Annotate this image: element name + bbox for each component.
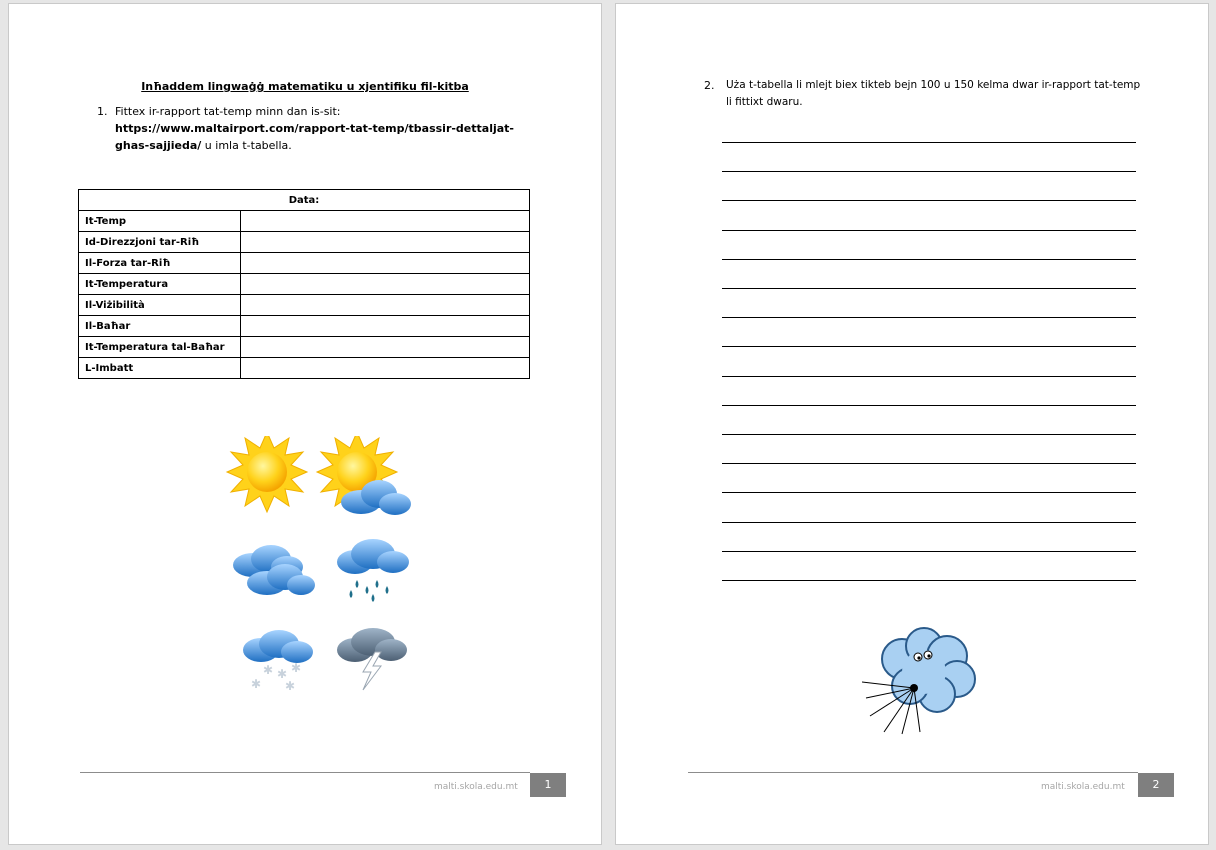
writing-line[interactable]: [722, 434, 1136, 435]
writing-line[interactable]: [722, 317, 1136, 318]
row-value-cell[interactable]: [241, 337, 530, 358]
writing-line[interactable]: [722, 580, 1136, 581]
question-2-line2: li fittixt dwaru.: [726, 96, 803, 108]
writing-line[interactable]: [722, 463, 1136, 464]
writing-line[interactable]: [722, 405, 1136, 406]
table-row: [79, 358, 530, 379]
row-label: It-Temperatura tal-Baħar: [79, 337, 241, 358]
cloudy-icon: [233, 545, 315, 595]
footer-site: malti.skola.edu.mt: [434, 782, 518, 792]
row-value-cell[interactable]: [241, 232, 530, 253]
writing-line[interactable]: [722, 200, 1136, 201]
writing-line[interactable]: [722, 346, 1136, 347]
storm-icon: [337, 628, 407, 690]
row-label: It-Temp: [79, 211, 241, 232]
writing-line[interactable]: [722, 551, 1136, 552]
question-1-url-part2[interactable]: ghas-sajjieda/: [115, 139, 202, 152]
row-value-cell[interactable]: [241, 274, 530, 295]
row-value-cell[interactable]: [241, 316, 530, 337]
table-row: [79, 232, 530, 253]
snow-icon: [243, 630, 313, 693]
rain-icon: [337, 539, 409, 602]
svg-text:✱: ✱: [285, 679, 296, 693]
writing-line[interactable]: [722, 142, 1136, 143]
svg-text:✱: ✱: [251, 677, 262, 691]
row-label: Il-Forza tar-Riħ: [79, 253, 241, 274]
page-number: 2: [1138, 773, 1174, 797]
row-value-cell[interactable]: [241, 253, 530, 274]
footer-site: malti.skola.edu.mt: [1041, 782, 1125, 792]
table-row: [79, 295, 530, 316]
page-number: 1: [530, 773, 566, 797]
sun-icon: [227, 436, 307, 512]
svg-text:✱: ✱: [291, 661, 302, 675]
writing-line[interactable]: [722, 492, 1136, 493]
footer-divider: [688, 772, 1138, 773]
svg-text:✱: ✱: [263, 663, 274, 677]
question-1-intro: Fittex ir-rapport tat-temp minn dan is-sit:: [115, 105, 341, 118]
row-value-cell[interactable]: [241, 211, 530, 232]
question-1-number: 1.: [97, 105, 108, 118]
table-row: [79, 316, 530, 337]
table-header: Data:: [79, 190, 530, 211]
writing-line[interactable]: [722, 376, 1136, 377]
table-row: [79, 211, 530, 232]
row-label: Il-Viżibilità: [79, 295, 241, 316]
table-row: [79, 337, 530, 358]
question-2-line1: Uża t-tabella li mlejt biex tikteb bejn 100 u 150 kelma dwar ir-rapport tat-temp: [726, 79, 1141, 91]
svg-text:✱: ✱: [277, 667, 288, 681]
question-1-text: [115, 103, 555, 154]
writing-line[interactable]: [722, 259, 1136, 260]
table-row: [79, 253, 530, 274]
sun-cloud-icon: [317, 436, 411, 515]
table-row: [79, 274, 530, 295]
document-page-1: [9, 4, 601, 844]
question-1-outro: u imla t-tabella.: [201, 139, 292, 152]
document-page-2: [616, 4, 1208, 844]
question-2-text: [726, 77, 1196, 111]
writing-line[interactable]: [722, 522, 1136, 523]
footer-divider: [80, 772, 530, 773]
row-value-cell[interactable]: [241, 358, 530, 379]
row-label: L-Imbatt: [79, 358, 241, 379]
row-label: Il-Baħar: [79, 316, 241, 337]
page-title: Inħaddem lingwaġġ matematiku u xjentifiku fil-kitba: [141, 80, 469, 93]
row-label: Id-Direzzjoni tar-Riħ: [79, 232, 241, 253]
writing-line[interactable]: [722, 288, 1136, 289]
row-label: It-Temperatura: [79, 274, 241, 295]
question-1-url-part1[interactable]: https://www.maltairport.com/rapport-tat-temp/tbassir-dettaljat-: [115, 122, 514, 135]
writing-line[interactable]: [722, 230, 1136, 231]
writing-line[interactable]: [722, 171, 1136, 172]
blowing-wind-cloud-icon: [862, 624, 982, 739]
weather-icons-group: [223, 436, 413, 696]
weather-data-table: [78, 189, 530, 379]
question-2-number: 2.: [704, 79, 715, 92]
row-value-cell[interactable]: [241, 295, 530, 316]
